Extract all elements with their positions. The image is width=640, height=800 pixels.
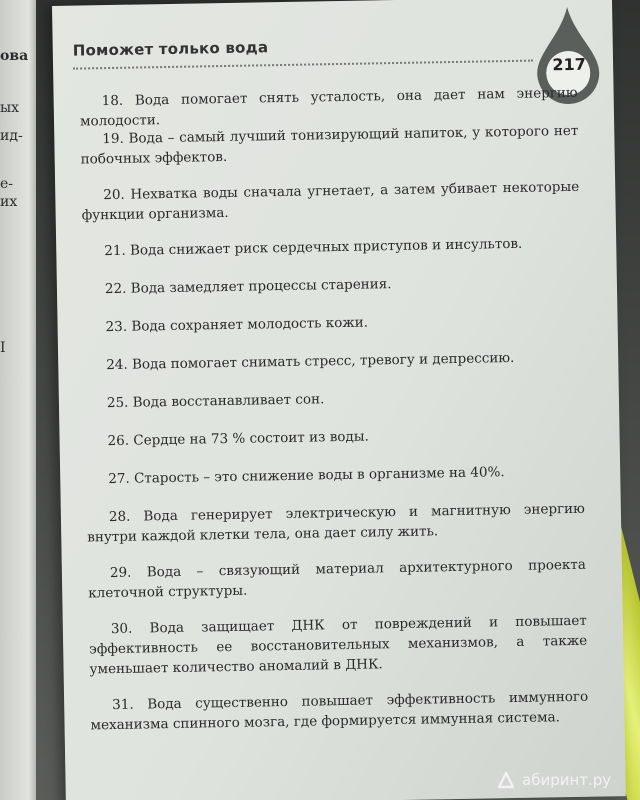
list-item: 19. Вода – самый лучший тонизирующий напиток, у которого нет побочных эффектов. bbox=[80, 122, 579, 168]
running-header-title: Поможет только вода bbox=[72, 38, 269, 60]
header-dotted-rule bbox=[73, 60, 533, 70]
labirint-logo-icon bbox=[496, 770, 516, 790]
left-page-edge bbox=[0, 0, 36, 800]
list-item: 24. Вода помогает снимать стресс, тревогу и депрессию. bbox=[106, 349, 515, 374]
left-fragment: их bbox=[0, 194, 18, 210]
list-item: 23. Вода сохраняет молодость кожи. bbox=[105, 314, 369, 336]
list-item: 29. Вода – связующий материал архитектурного проекта клеточной структуры. bbox=[88, 556, 586, 602]
list-item: 28. Вода генерирует электрическую и магнитную энергию внутри каждой клетки тела, она дает силу жить. bbox=[87, 500, 585, 546]
list-item: 18. Вода помогает снять усталость, она дает нам энергию молодости. bbox=[79, 84, 578, 130]
left-fragment: ова bbox=[0, 48, 29, 64]
list-item: 27. Старость – это снижение воды в организме на 40%. bbox=[108, 464, 505, 488]
left-fragment: е- bbox=[0, 176, 14, 192]
left-fragment: ид- bbox=[0, 128, 23, 144]
list-item: 31. Вода существенно повышает эффективность иммунного механизма спинного мозга, где формируется иммунная система. bbox=[90, 688, 589, 734]
left-fragment: I bbox=[0, 340, 6, 356]
list-item: 30. Вода защищает ДНК от повреждений и повышает эффективность ее восстановительных механизмов, а также уменьшает количество аномалий в ДНК. bbox=[89, 612, 588, 678]
list-item: 20. Нехватка воды сначала угнетает, а затем убивает некоторые функции организма. bbox=[81, 178, 580, 224]
left-fragment: ых bbox=[0, 100, 20, 116]
book-page bbox=[52, 0, 626, 800]
list-item: 25. Вода восстанавливает сон. bbox=[106, 391, 325, 412]
page-number: 217 bbox=[552, 54, 586, 75]
store-watermark bbox=[496, 768, 611, 792]
list-item: 21. Вода снижает риск сердечных приступов и инсультов. bbox=[104, 235, 523, 260]
watermark-text: абиринт.ру bbox=[522, 771, 612, 789]
list-item: 22. Вода замедляет процессы старения. bbox=[104, 276, 392, 298]
list-item: 26. Сердце на 73 % состоит из воды. bbox=[107, 428, 369, 450]
